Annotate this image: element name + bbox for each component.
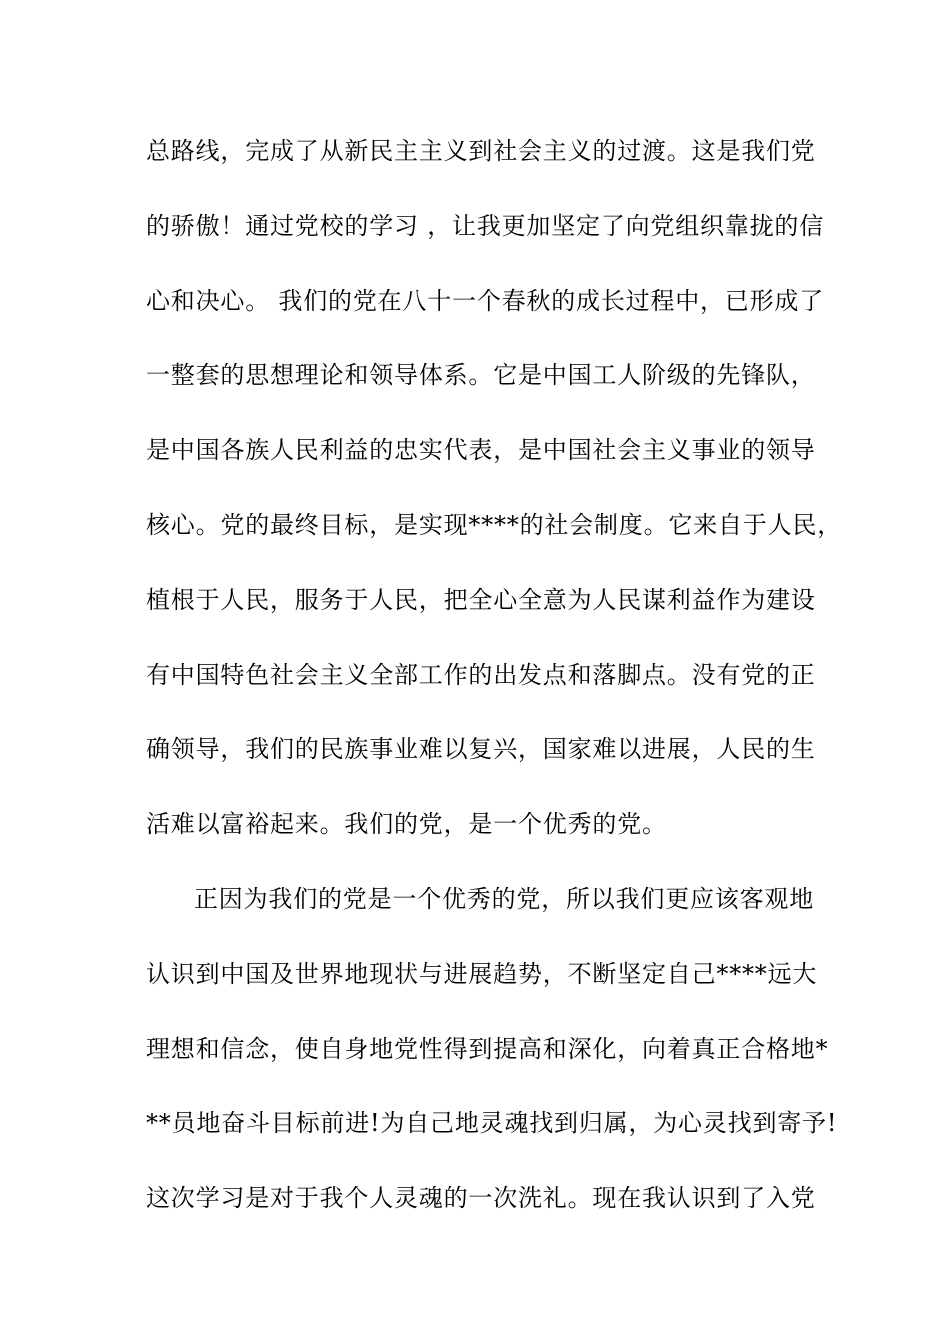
text-line-13: 理想和信念，使自身地党性得到提高和深化，向着真正合格地*	[146, 1035, 829, 1063]
text-line-10: 活难以富裕起来。我们的党，是一个优秀的党。	[146, 810, 667, 838]
text-line-14: **员地奋斗目标前进!为自己地灵魂找到归属，为心灵找到寄予!	[146, 1109, 838, 1137]
text-line-4: 一整套的思想理论和领导体系。它是中国工人阶级的先锋队，	[146, 361, 816, 389]
text-line-7: 植根于人民，服务于人民，把全心全意为人民谋利益作为建设	[146, 586, 816, 614]
text-line-1: 总路线，完成了从新民主主义到社会主义的过渡。这是我们党	[146, 137, 816, 165]
text-line-3: 心和决心。 我们的党在八十一个春秋的成长过程中，已形成了	[146, 287, 825, 315]
text-line-2: 的骄傲！通过党校的学习 ，让我更加坚定了向党组织靠拢的信	[146, 212, 825, 240]
text-line-9: 确领导，我们的民族事业难以复兴，国家难以进展，人民的生	[146, 735, 816, 763]
text-line-6: 核心。党的最终目标，是实现****的社会制度。它来自于人民，	[146, 511, 842, 539]
text-line-5: 是中国各族人民利益的忠实代表，是中国社会主义事业的领导	[146, 436, 816, 464]
text-line-15: 这次学习是对于我个人灵魂的一次洗礼。现在我认识到了入党	[146, 1184, 816, 1212]
text-line-11: 正因为我们的党是一个优秀的党，所以我们更应该客观地	[194, 885, 814, 913]
text-line-12: 认识到中国及世界地现状与进展趋势，不断坚定自己****远大	[146, 960, 818, 988]
text-line-8: 有中国特色社会主义全部工作的出发点和落脚点。没有党的正	[146, 661, 816, 689]
